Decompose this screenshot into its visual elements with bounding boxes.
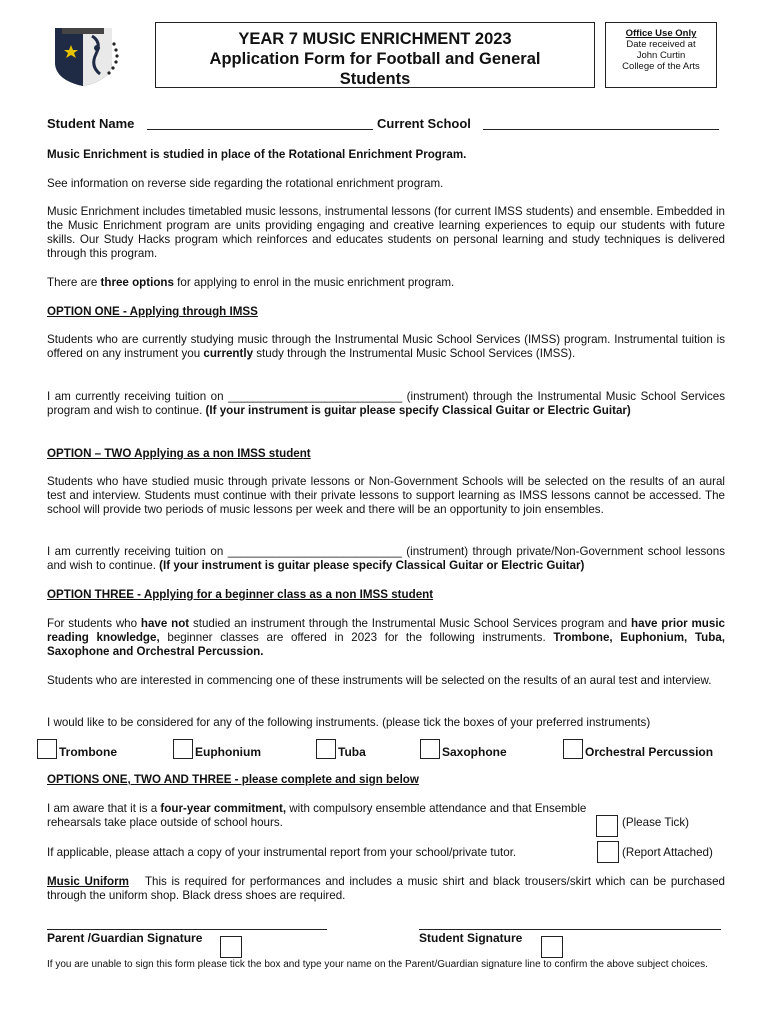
options-pre: There are [47, 276, 101, 289]
student-signature-label: Student Signature [419, 931, 523, 945]
intro-options [47, 276, 725, 290]
student-signature-line[interactable] [419, 929, 721, 930]
commitment-text [47, 802, 607, 830]
saxophone-label: Saxophone [442, 745, 507, 759]
intro-lead: Music Enrichment is studied in place of the Rotational Enrichment Program. [47, 148, 467, 161]
opt1-p1-pre: Students who are currently studying music through the Instrumental Music School Services (IMSS) program. Instrumental tuition is offered on any instrument you [47, 333, 725, 360]
commitment-checkbox[interactable] [596, 815, 618, 837]
report-text: If applicable, please attach a copy of your instrumental report from your school/private tutor. [47, 846, 517, 859]
office-line-1: Date received at [626, 39, 696, 50]
parent-signature-label: Parent /Guardian Signature [47, 931, 203, 945]
uniform-label: Music Uniform [47, 875, 129, 888]
trombone-checkbox[interactable] [37, 739, 57, 759]
office-line-3: College of the Arts [622, 61, 700, 72]
opt1-p2-pre: I am currently receiving tuition on ___________________________ (instrument) through the Instrumental Music School Services program and wish to continue. [47, 390, 725, 417]
opt1-p2-bold: (If your instrument is guitar please specify Classical Guitar or Electric Guitar) [205, 404, 631, 417]
student-signature-checkbox[interactable] [541, 936, 563, 958]
commit-bold: four-year commitment, [160, 802, 287, 815]
opt3-p1-d: have prior music reading knowledge, [47, 617, 725, 644]
uniform-body: This is required for performances and includes a music shirt and black trousers/skirt which can be purchased through the uniform shop. Black dress shoes are required. [47, 875, 725, 902]
student-name-row [47, 116, 727, 132]
opt3-p1-e: beginner classes are offered in 2023 for the following instruments. [159, 631, 554, 644]
option-three-p2: Students who are interested in commencing one of these instruments will be selected on the results of an aural test and interview. [47, 674, 712, 687]
saxophone-checkbox[interactable] [420, 739, 440, 759]
opt2-p2-bold: (If your instrument is guitar please specify Classical Guitar or Electric Guitar) [159, 559, 585, 572]
opt3-p1-c: studied an instrument through the Instrumental Music School Services program and [189, 617, 632, 630]
tuba-label: Tuba [338, 745, 366, 759]
options-bold: three options [100, 276, 174, 289]
office-use-title: Office Use Only [625, 28, 697, 39]
title-line-2: Application Form for Football and General [209, 50, 541, 68]
title-line-3: Students [339, 70, 411, 88]
option-two-p1: Students who have studied music through private lessons or Non-Government Schools will be selected on the results of an aural test and interview. Students must continue with their private lessons to support learning as IMSS lessons cannot be accessed. The school will provide two periods of music lessons per week and there will be an opportunity to join ensembles. [47, 475, 725, 516]
office-use-box [605, 22, 717, 88]
opt3-p1-f: Trombone, Euphonium, Tuba, Saxophone and Orchestral Percussion. [47, 631, 726, 658]
opt1-p1-bold: currently [203, 347, 254, 360]
student-name-label: Student Name [47, 116, 135, 131]
orchestral-percussion-label: Orchestral Percussion [585, 745, 714, 759]
all-options-heading: OPTIONS ONE, TWO AND THREE - please complete and sign below [47, 773, 419, 786]
option-two-heading: OPTION – TWO Applying as a non IMSS student [47, 447, 311, 460]
office-line-2: John Curtin [636, 50, 686, 61]
report-attached-checkbox[interactable] [597, 841, 619, 863]
euphonium-label: Euphonium [195, 745, 261, 759]
college-logo [52, 22, 122, 88]
student-name-field[interactable] [147, 129, 373, 130]
option-two-p2 [47, 545, 725, 573]
orchestral-percussion-checkbox[interactable] [563, 739, 583, 759]
parent-signature-checkbox[interactable] [220, 936, 242, 958]
commit-pre: I am aware that it is a [47, 802, 161, 815]
euphonium-checkbox[interactable] [173, 739, 193, 759]
option-three-p1 [47, 617, 725, 659]
please-tick-label: (Please Tick) [622, 816, 690, 829]
report-attached-label: (Report Attached) [622, 846, 713, 859]
title-line-1: YEAR 7 MUSIC ENRICHMENT 2023 [238, 30, 512, 48]
opt2-p2-pre: I am currently receiving tuition on ___________________________ (instrument) through private/Non-Government school lessons and wish to continue. [47, 545, 725, 572]
option-one-p2 [47, 390, 725, 418]
trombone-label: Trombone [59, 745, 118, 759]
intro-description: Music Enrichment includes timetabled music lessons, instrumental lessons (for current IMSS students) and ensemble. Embedded in the Music Enrichment program are units providing engaging and creative learning experiences to equip our students with future skills. Our Study Hacks program which reinforces and educates students on personal learning and study techniques is delivered through this program. [47, 205, 725, 260]
signature-footnote: If you are unable to sign this form please tick the box and type your name on the Parent/Guardian signature line to confirm the above subject choices. [47, 959, 708, 970]
option-three-heading: OPTION THREE - Applying for a beginner class as a non IMSS student [47, 588, 434, 601]
parent-signature-line[interactable] [47, 929, 327, 930]
opt3-p1-b: have not [140, 617, 190, 630]
commit-post: with compulsory ensemble attendance and that Ensemble rehearsals take place outside of school hours. [47, 802, 587, 829]
opt1-p1-post: study through the Instrumental Music School Services (IMSS). [253, 347, 576, 360]
current-school-label: Current School [377, 116, 471, 131]
intro-see-info: See information on reverse side regarding the rotational enrichment program. [47, 177, 444, 190]
current-school-field[interactable] [483, 129, 719, 130]
option-three-p3: I would like to be considered for any of the following instruments. (please tick the boxes of your preferred instruments) [47, 716, 651, 729]
opt3-p1-a: For students who [47, 617, 141, 630]
option-one-heading: OPTION ONE - Applying through IMSS [47, 305, 258, 318]
form-title-box [155, 22, 595, 88]
uniform-text [47, 875, 725, 903]
tuba-checkbox[interactable] [316, 739, 336, 759]
option-one-p1 [47, 333, 725, 361]
options-post: for applying to enrol in the music enrichment program. [173, 276, 455, 289]
